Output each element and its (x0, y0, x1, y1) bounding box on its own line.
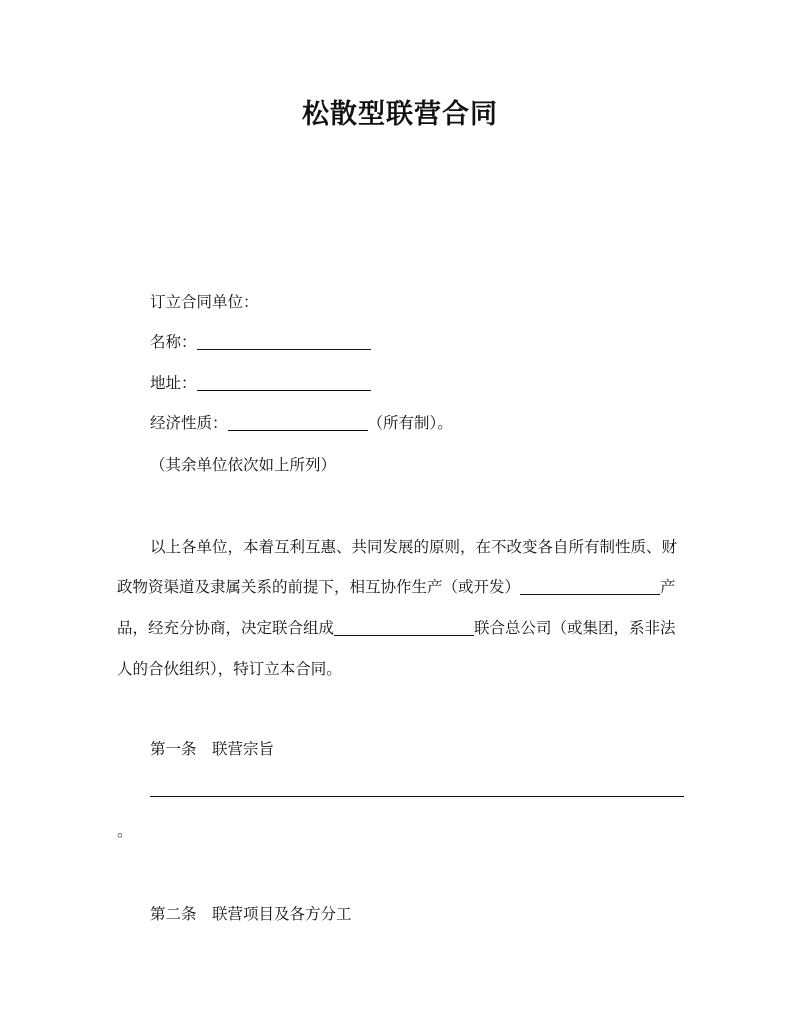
economic-nature-row (150, 412, 453, 434)
name-label: 名称： (150, 333, 197, 351)
others-note: （其余单位依次如上所列） (150, 456, 337, 474)
preamble-line-2-end: 产 (660, 578, 676, 596)
preamble-line-3-end: 联合总公司（或集团，系非法 (474, 619, 676, 637)
name-row (150, 331, 371, 353)
address-row (150, 372, 371, 394)
preamble-line-2-text: 政物资渠道及隶属关系的前提下，相互协作生产（或开发） (117, 578, 521, 596)
article-1-heading: 第一条 联营宗旨 (150, 740, 275, 758)
ownership-suffix: （所有制）。 (367, 414, 453, 432)
parties-label: 订立合同单位： (150, 293, 259, 311)
page-title: 松散型联营合同 (302, 99, 498, 130)
preamble-line-4: 人的合伙组织），特订立本合同。 (117, 660, 342, 678)
name-blank (197, 333, 371, 350)
product-blank (520, 578, 660, 595)
preamble-line-3 (117, 617, 676, 639)
economic-nature-blank (228, 414, 368, 431)
article-1-blank-line (150, 796, 684, 797)
company-name-blank (334, 619, 474, 636)
economic-nature-label: 经济性质： (150, 414, 228, 432)
address-blank (197, 374, 371, 391)
article-1-end-mark: 。 (117, 822, 133, 840)
preamble-line-3-text: 品，经充分协商，决定联合组成 (117, 619, 335, 637)
article-2-heading: 第二条 联营项目及各方分工 (150, 905, 352, 923)
preamble-line-2 (117, 576, 676, 598)
preamble-line-1: 以上各单位，本着互利互惠、共同发展的原则，在不改变各自所有制性质、财 (150, 538, 678, 556)
address-label: 地址： (150, 374, 197, 392)
